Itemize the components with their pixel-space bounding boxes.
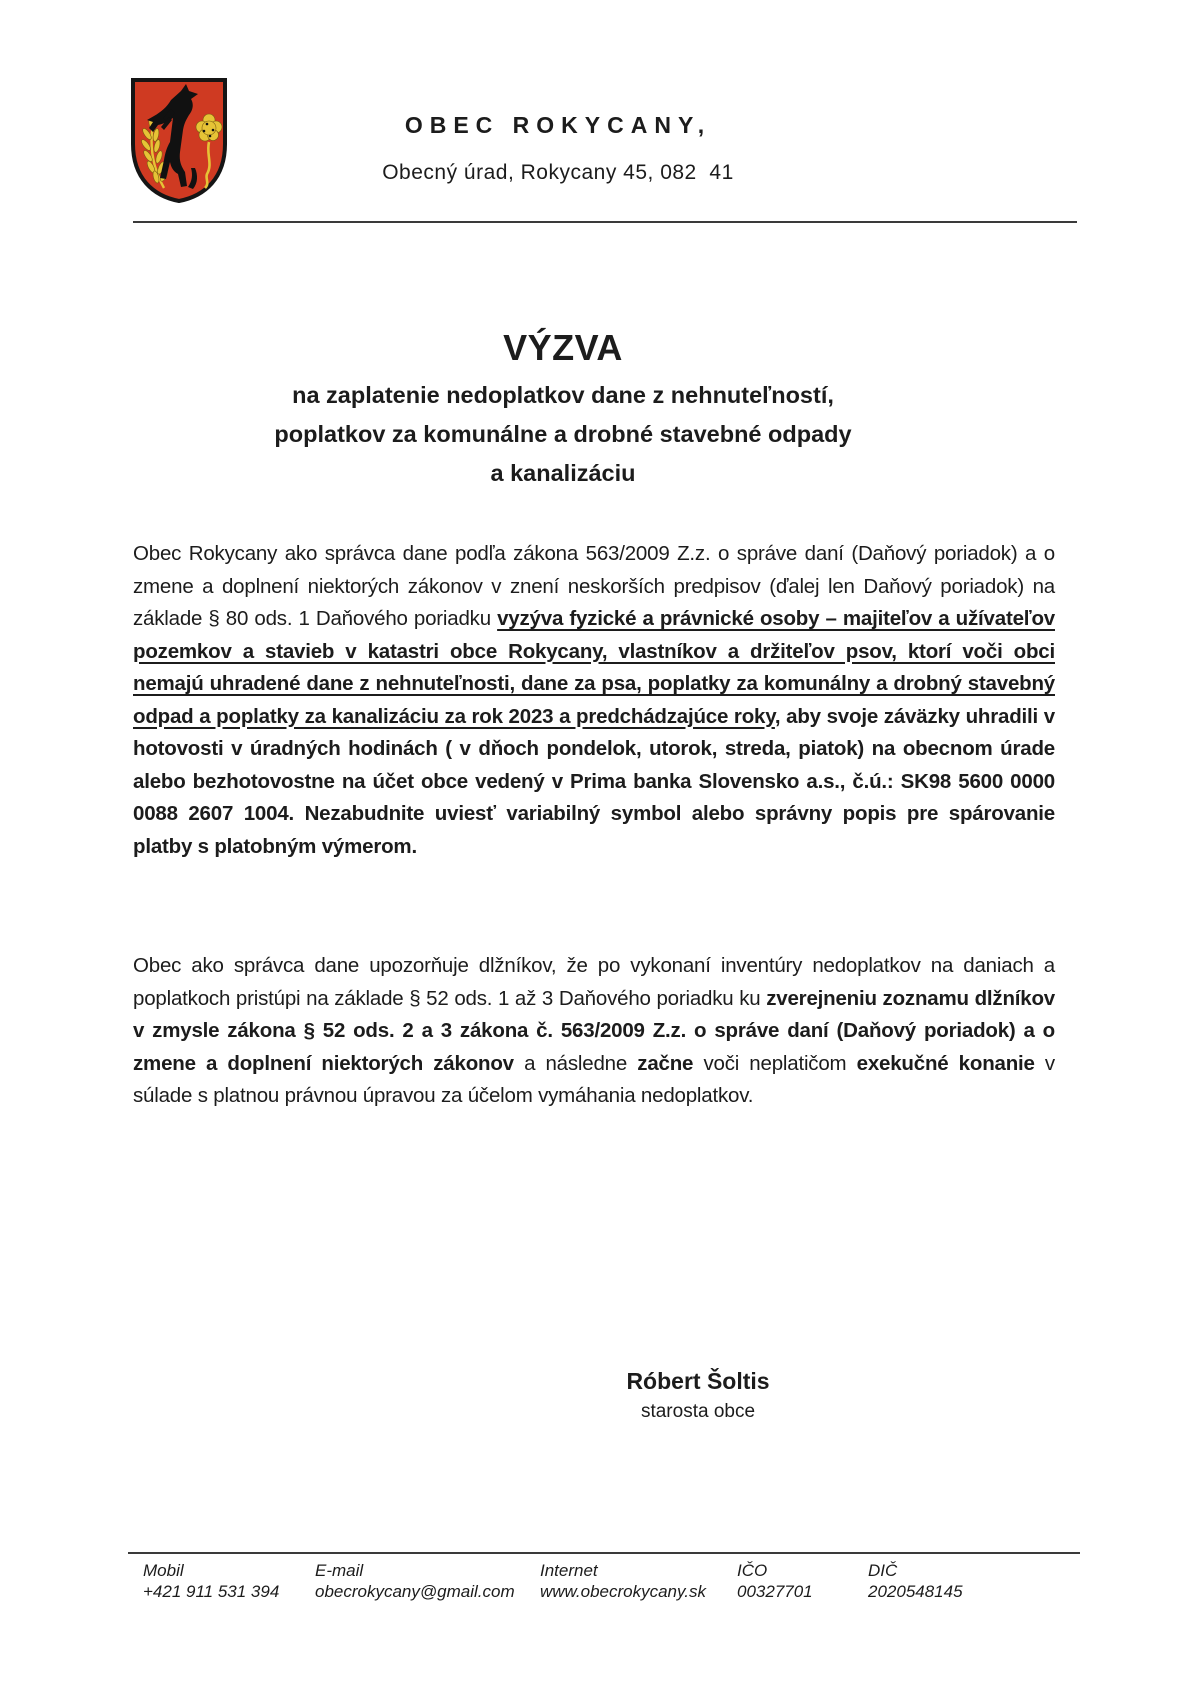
- footer-value-email: obecrokycany@gmail.com: [315, 1582, 515, 1601]
- paragraph-warning: [133, 950, 1055, 1113]
- footer-value-dic: 2020548145: [868, 1582, 963, 1601]
- footer-value-internet: www.obecrokycany.sk: [540, 1582, 706, 1601]
- p1-bold-text: , aby svoje záväzky uhradili v hotovosti v úradných hodinách ( v dňoch pondelok, utorok, streda, piatok) na obecnom úrade alebo bezhotovostne na účet obce vedený v Prima banka Slovensko a.s., č.ú.: SK98 5600 0000 0088 2607 1004. Nezabudnite uviesť variabilný symbol alebo správny popis pre spárovanie platby s platobným výmerom.: [133, 704, 1055, 858]
- footer-contact-bar: [143, 1560, 1083, 1602]
- p2-normal-3: voči neplatičom: [693, 1051, 857, 1075]
- p2-normal-1: Obec ako správca dane upozorňuje dlžníkov, že po vykonaní inventúry nedoplatkov na daniach a poplatkoch pristúpi na základe § 52 ods. 1 až 3 Daňového poriadku ku: [133, 954, 1055, 1010]
- p2-normal-4: v súlade s platnou právnou úpravou za účelom vymáhania nedoplatkov.: [133, 1051, 1055, 1107]
- p2-normal-2: a následne: [513, 1051, 638, 1075]
- signature-name: Róbert Šoltis: [626, 1368, 770, 1394]
- header-divider: [133, 221, 1077, 223]
- footer-value-ico: 00327701: [737, 1582, 813, 1601]
- document-subtitle-line1: na zaplatenie nedoplatkov dane z nehnuteľností,: [292, 382, 834, 408]
- title-block: [133, 326, 993, 493]
- p2-bold-3: exekučné konanie: [856, 1051, 1035, 1075]
- document-subtitle-line3: a kanalizáciu: [490, 460, 636, 486]
- p1-intro-text: Obec Rokycany ako správca dane podľa zákona 563/2009 Z.z. o správe daní (Daňový poriadok) a o zmene a doplnení niektorých zákonov v znení neskorších predpisov (ďalej len Daňový poriadok) na základe § 80 ods. 1 Daňového poriadku: [133, 542, 1055, 630]
- document-title: VÝZVA: [503, 327, 623, 368]
- footer-col-email: [315, 1560, 540, 1602]
- footer-label-internet: Internet: [540, 1561, 598, 1580]
- footer-col-mobil: [143, 1560, 315, 1602]
- p1-bold-underlined-text: vyzýva fyzické a právnické osoby – majiteľov a užívateľov pozemkov a stavieb v katastri obce Rokycany, vlastníkov a držiteľov psov, ktorí voči obci nemajú uhradené dane z nehnuteľnosti, dane za psa, poplatky za komunálny a drobný stavebný odpad a poplatky za kanalizáciu za rok 2023 a predchádzajúce roky: [133, 607, 1055, 728]
- org-name: OBEC ROKYCANY,: [404, 112, 712, 138]
- footer-label-email: E-mail: [315, 1561, 364, 1580]
- footer-value-mobil: +421 911 531 394: [143, 1582, 280, 1601]
- footer-divider: [128, 1552, 1080, 1554]
- footer-col-internet: [540, 1560, 737, 1602]
- paragraph-payment-call: [133, 538, 1055, 863]
- signature-role: starosta obce: [640, 1401, 756, 1422]
- p2-bold-2: začne: [637, 1051, 694, 1075]
- p2-bold-1: zverejneniu zoznamu dlžníkov v zmysle zákona § 52 ods. 2 a 3 zákona č. 563/2009 Z.z. o správe daní (Daňový poriadok) a o zmene a doplnení niektorých zákonov: [133, 986, 1055, 1075]
- footer-label-dic: DIČ: [868, 1561, 898, 1580]
- footer-col-dic: [868, 1560, 1018, 1602]
- footer-label-ico: IČO: [737, 1561, 768, 1580]
- document-subtitle-line2: poplatkov za komunálne a drobné stavebné odpady: [274, 421, 852, 447]
- footer-col-ico: [737, 1560, 868, 1602]
- coat-of-arms-rokycany: [128, 76, 230, 206]
- footer-label-mobil: Mobil: [143, 1561, 184, 1580]
- org-address: Obecný úrad, Rokycany 45, 082 41: [382, 161, 734, 184]
